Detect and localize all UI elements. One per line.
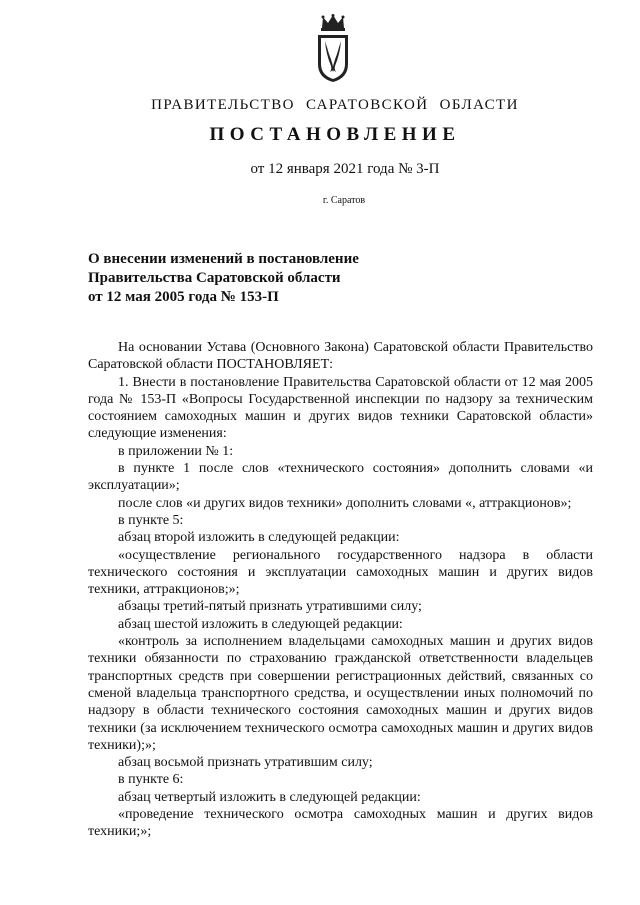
body-paragraph: в пункте 5: xyxy=(118,512,184,528)
body-paragraph: в пункте 1 после слов «технического состояния» дополнить словами «и эксплуатации»; xyxy=(88,461,593,494)
body-paragraph: На основании Устава (Основного Закона) Саратовской области Правительство Саратовской области ПОСТАНОВЛЯЕТ: xyxy=(88,340,593,373)
subject-line: Правительства Саратовской области xyxy=(88,270,341,286)
document-body xyxy=(88,339,593,841)
body-paragraph: «осуществление регионального государственного надзора в области технического состояния и эксплуатации самоходных машин и других видов техники, аттракционов;»; xyxy=(88,547,593,598)
body-paragraph: «проведение технического осмотра самоходных машин и других видов техники;»; xyxy=(88,807,593,840)
body-paragraph: после слов «и других видов техники» дополнить словами «, аттракционов»; xyxy=(118,495,572,511)
body-paragraph: абзацы третий-пятый признать утратившими силу; xyxy=(118,599,422,615)
body-paragraph: 1. Внести в постановление Правительства Саратовской области от 12 мая 2005 года № 153-П «Вопросы Государственной инспекции по надзору за техническим состоянием самоходных машин и других видов техники Саратовской области» следующие изменения: xyxy=(88,374,593,442)
saratov-coat-of-arms-icon xyxy=(313,14,353,84)
body-paragraph: в пункте 6: xyxy=(118,772,184,788)
body-paragraph: в приложении № 1: xyxy=(118,443,234,459)
body-paragraph: абзац восьмой признать утратившим силу; xyxy=(118,755,373,771)
subject-line: О внесении изменений в постановление xyxy=(88,251,359,267)
document-subject xyxy=(88,250,428,307)
document-date-number: от 12 января 2021 года № 3-П xyxy=(250,161,440,177)
body-paragraph: «контроль за исполнением владельцами самоходных машин и других видов техники обязанности по страхованию гражданской ответственности владельцев транспортных средств при совершении регистрационных действий, связанных со сменой владельца транспортного средства, и осуществлении иных полномочий по надзору в области технического состояния самоходных машин и других видов техники (за исключением технического осмотра самоходных машин и других видов техники);»; xyxy=(88,634,593,753)
document-type: ПОСТАНОВЛЕНИЕ xyxy=(209,124,461,145)
body-paragraph: абзац четвертый изложить в следующей редакции: xyxy=(118,789,421,805)
body-paragraph: абзац шестой изложить в следующей редакции: xyxy=(118,616,403,632)
document-city: г. Саратов xyxy=(322,195,366,206)
body-paragraph: абзац второй изложить в следующей редакции: xyxy=(118,530,400,546)
government-title: ПРАВИТЕЛЬСТВО САРАТОВСКОЙ ОБЛАСТИ xyxy=(151,97,519,113)
subject-line: от 12 мая 2005 года № 153-П xyxy=(88,289,279,305)
